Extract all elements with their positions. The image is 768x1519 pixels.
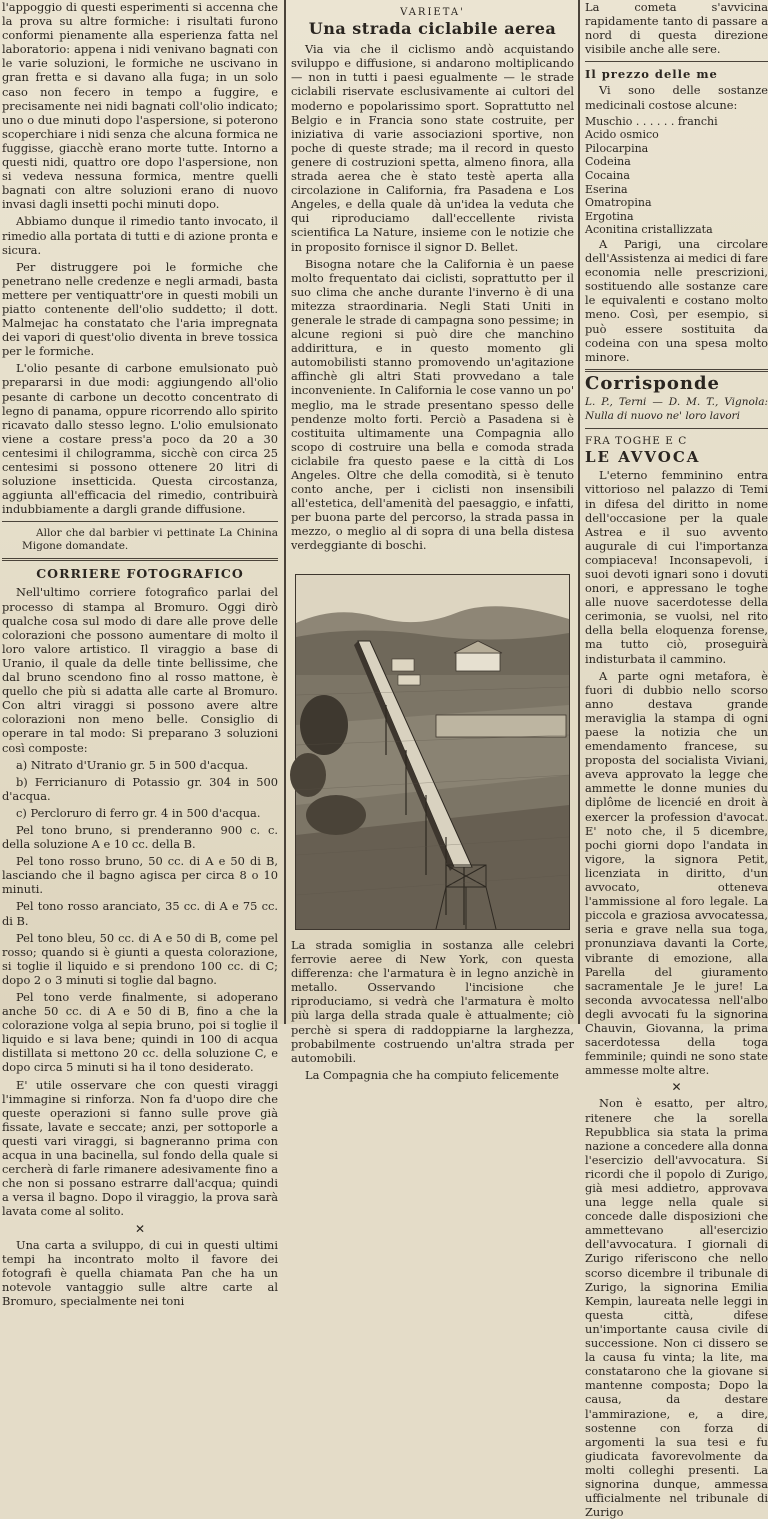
article-text: Via via che il ciclismo andò acquistando sviluppo e diffusione, si andarono moltiplicando — non in tutti i paesi egualmente — le strade ciclabili riservate esclusivamente ai cultori del moderno e popolarissimo sport. Soprattutto nel Belgio e in Francia sono state costruite, per iniziativa di varie associazioni sportive, non poche di queste strade; ma il record in questo genere di costruzioni spetta, almeno finora, alla strada aerea che è stato testè aperta alla circolazione in California, fra Pasadena e Los Angeles, e della quale dà un'idea la veduta che qui riproduciamo dall'eccellente rivista scientifica La Nature, insieme con le notizie che in proposito fornisce il signor D. Bellet. — [291, 42, 574, 254]
ant-article-text: l'appoggio di questi esperimenti si accenna che la prova su altre formiche: i risultati furono conformi pienamente alla esperienza fatta nel laboratorio: appena i nidi venivano bagnati con le varie soluzioni, le formiche ne uscivano in gran fretta e si davano alla fuga; in un solo caso non fecero in tempo a fuggire, e precisamente nei nidi bagnati coll'olio indicato; uno o due minuti dopo l'aspersione, si poterono scoperchiare i nidi senza che alcuna formica ne fuggisse, giacchè erano morte tutte. Intorno a questi nidi, quattro ore dopo l'aspersione, non si vedeva nessuna formica, mentre quelli bagnati con altre soluzioni erano di nuovo invasi dagli insetti pochi minuti dopo. — [2, 0, 278, 212]
article-text: La Compagnia che ha compiuto felicemente — [305, 1067, 559, 1082]
photo-article-text: E' utile osservare che con questi viraggi l'immagine si rinforza. Non fa d'uopo dire che queste operazioni si fanno sulle prove già fissate, lavate e seccate; anzi, per sottoporle a questi vari viraggi, si bagneranno prima con acqua in una bacinella, sul fondo della quale si cercherà di farle rimanere adesivamente fino a che non si possano estrarre dall'acqua; quindi a versa il bagno. Dopo il viraggio, la prova sarà lavata come al solito. — [2, 1077, 278, 1219]
price-item: Eserina — [585, 182, 628, 196]
article-continuation — [291, 938, 574, 1085]
divider — [585, 369, 768, 372]
lawyers-article-title: LE AVVOCA — [585, 448, 701, 467]
photo-article-text: Pel tono bleu, 50 cc. di A e 50 di B, come pel rosso; quando si è giunti a questa colorazione, si toglie il liquido e si prendono 100 cc. di C; dopo 2 o 3 minuti si toglie dal bagno. — [2, 930, 278, 987]
lawyers-article-text: A parte ogni metafora, è fuori di dubbio nello scorso anno destava grande meraviglia la stampa di ogni paese la notizia che un emendamento francese, su proposta del socialista Viviani, aveva approvato la legge che ammette le donne munies du diplôme de licencié en droit à exercer la profession d'avocat. E' noto che, il 5 dicembre, pochi giorni dopo l'andata in vigore, la signora Petit, licenziata in diritto, d'un avvocato, otteneva l'ammissione al foro legale. La piccola e graziosa avvocatessa, seria e grave nella sua toga, pronunziava davanti la Corte, vibrante di emozione, alla Parella del giuramento sacramentale Je le jure! La seconda avvocatessa nell'albo degli avvocati fu la signorina Chauvin, Giovanna, la prima sacerdotessa della toga femminile; quindi ne sono state ammesse molte altre. — [585, 668, 768, 1078]
article-text: Bisogna notare che la California è un paese molto frequentato dai ciclisti, soprattutto per il suo clima che anche durante l'inverno è di una mitezza straordinaria. Negli Stati Uniti in generale le strade di campagna sono pessime; in alcune regioni si può dire che manchino addirittura, e in questo momento gli automobilisti stanno promovendo un'agitazione affinchè gli altri Stati provvedano a tale inconveniente. In California le cose vanno un po' meglio, ma le strade presentano spesso delle pendenze molto forti. Perciò a Pasadena si è costituita ultimamente una Compagnia allo scopo di costruire una bella e comoda strada ciclabile fra questo paese e la città di Los Angeles. Oltre che della comodità, si è tenuto conto anche, per i ciclisti non insensibili all'estetica, dell'amenità del paesaggio, e infatti, per buona parte del percorso, la strada passa in mezzo, o meglio al di sopra di una bella distesa verdeggiante di boschi. — [291, 256, 574, 553]
column-rule — [284, 0, 286, 1024]
section-kicker: VARIETA' — [400, 7, 465, 18]
photo-article-text: b) Ferricianuro di Potassio gr. 304 in 500 d'acqua. — [2, 774, 278, 803]
correspondence-title: Corrisponde — [585, 372, 720, 394]
photo-article-text: Pel tono verde finalmente, si adoperano anche 50 cc. di A e 50 di B, fino a che la colorazione volga al sepia bruno, poi si toglie il liquido e si lava bene; quindi in 100 di acqua distillata si mettono 20 cc. della soluzione C, e dopo circa 5 minuti si ha il tono desiderato. — [2, 990, 278, 1075]
lawyers-article-text: Non è esatto, per altro, ritenere che la sorella Repubblica sia stata la prima nazione a concedere alla donna l'esercizio dell'avvocatura. Si ricordi che il popolo di Zurigo, già mesi addietro, approvava una legge nella quale si concede dalle disposizioni che ammettevano all'esercizio dell'avvocatura. I giornali di Zurigo riferiscono che nello scorso dicembre il tribunale di Zurigo, la signorina Emilia Kempin, laureata nelle leggi in questa città, difese un'importante causa civile di successione. Non ci dissero se la causa fu vinta; la lite, ma constatarono che la giovane si mantenne composta; Dopo la causa, da destare l'ammirazione, e, a dire, sostenne con forza di argomenti la sua tesi e fu giudicata favorevolmente da molti colleghi presenti. La signorina dunque, ammessa ufficialmente nel tribunale di Zurigo — [585, 1096, 768, 1519]
rubric-title: FRA TOGHE E C — [585, 435, 688, 448]
column-rule — [578, 0, 580, 1024]
price-item: Ergotina — [585, 209, 634, 223]
price-item: Aconitina cristallizzata — [585, 223, 713, 237]
lawyers-article-text: L'eterno femminino entra vittorioso nel palazzo di Temi in difesa del diritto in nome dell'occasione per la quale Astrea e il suo avvento augurale di cui l'importanza compiaceva! Inconsapevoli, i suoi devoti ignari sono i dovuti onori, e appressano le toghe alle nuove sacerdotesse della cerimonia, se vuolsi, nel rito della bella eloquenza forense, ma tutto ciò, proseguirà indisturbata il cammino. — [585, 468, 768, 666]
divider — [585, 428, 768, 429]
article-title: Una strada ciclabile aerea — [308, 19, 557, 39]
photo-article-text: Pel tono rosso bruno, 50 cc. di A e 50 di B, lasciando che il bagno agisca per circa 8 o 10 minuti. — [2, 854, 278, 897]
divider — [2, 521, 278, 522]
photo-article-text: Pel tono bruno, si prenderanno 900 c. c. della soluzione A e 10 cc. della B. — [2, 822, 278, 852]
divider — [2, 558, 278, 561]
price-text: A Parigi, una circolare dell'Assistenza ai medici di fare economia nelle prescrizioni, sostituendo alle sostanze care le equivalenti e costano molto meno. Così, per esempio, si può essere sostituita da codeina con una spesa molto minore. — [585, 237, 768, 364]
photo-article-text: a) Nitrato d'Uranio gr. 5 in 500 d'acqua. — [16, 757, 249, 772]
comet-text: La cometa s'avvicina rapidamente tanto di passare a nord di questa direzione visibile anche alle sere. — [585, 0, 768, 57]
engraving-illustration — [296, 575, 569, 929]
right-column — [585, 0, 768, 1519]
divider — [585, 61, 768, 62]
cross-separator-icon: ✕ — [671, 1080, 682, 1095]
price-item: Codeina — [585, 155, 631, 169]
ant-article-text: Abbiamo dunque il rimedio tanto invocato, il rimedio alla portata di tutti e di azione pronta e sicura. — [2, 214, 278, 257]
photo-article-text: Nell'ultimo corriere fotografico parlai del processo di stampa al Bromuro. Oggi dirò qualche cosa sul modo di dare alle prove delle colorazioni che possono aumentare di molto il loro valore artistico. Il viraggio a base di Uranio, il quale da delle tinte bellissime, che dal bruno scendono fino al rosso mattone, è quello che più si adatta alle carte al Bromuro. Con altri viraggi si possono avere altre colorazioni non meno belle. Consiglio di operare in tal modo: Si preparano 3 soluzioni così composte: — [2, 585, 278, 755]
ant-article-text: Per distruggere poi le formiche che penetrano nelle credenze e negli armadi, basta mettere per ventiquattr'ore in questi mobili un piatto contenente dell'olio suddetto; il dott. Malmejac ha constatato che l'aria impregnata dei vapori di quest'olio diventa in breve tossica per le formiche. — [2, 259, 278, 359]
ant-article-text: L'olio pesante di carbone emulsionato può prepararsi in due modi: aggiungendo all'olio pesante di carbone un decotto concentrato di legno di panama, oppure ricorrendo allo spirito ricavato dallo stesso legno. L'olio emulsionato viene a costare press'a poco da 20 a 30 centesimi il chilogramma, sicchè con circa 25 centesimi si possono ottenere 20 litri di soluzione insetticida. Questa circostanza, aggiunta all'efficacia del rimedio, contribuirà indubbiamente a dargli grande diffusione. — [2, 361, 278, 517]
photo-article-text: Una carta a sviluppo, di cui in questi ultimi tempi ha incontrato molto il favore dei fotografi è quella chiamata Pan che ha un notevole vantaggio sulle altre carte al Bromuro, specialmente nei toni — [2, 1237, 278, 1308]
section-title: CORRIERE FOTOGRAFICO — [36, 566, 244, 582]
price-item: Pilocarpina — [585, 141, 649, 155]
advertisement-note: Allor che dal barbier vi pettinate La Chinina Migone domandate. — [22, 527, 278, 553]
price-section-title: Il prezzo delle me — [585, 67, 718, 82]
cross-separator-icon: ✕ — [134, 1221, 146, 1236]
photo-article-text: Pel tono rosso aranciato, 35 cc. di A e 75 cc. di B. — [2, 899, 278, 928]
price-item: Acido osmico — [585, 128, 659, 142]
price-item: Muschio . . . . . . franchi — [585, 114, 718, 128]
article-text: La strada somiglia in sostanza alle celebri ferrovie aeree di New York, con questa differenza: che l'armatura è in legno anzichè in metallo. Osservando l'incisione che riproduciamo, si vedrà che l'armatura è molto più larga della strada quale è attualmente; ciò perchè si spera di raddoppiarne la larghezza, probabilmente costruendo un'altra strada per automobili. — [291, 938, 574, 1065]
correspondence-line: L. P., Terni — D. M. T., Vignola: Nulla di nuovo ne' loro lavori — [585, 395, 768, 423]
price-item: Omatropina — [585, 196, 652, 210]
price-list — [585, 115, 768, 237]
price-item: Cocaina — [585, 169, 630, 183]
elevated-bikeway-engraving — [295, 574, 570, 930]
left-column — [2, 0, 278, 1308]
price-intro: Vi sono delle sostanze medicinali costose alcune: — [585, 83, 768, 112]
photo-article-text: c) Percloruro di ferro gr. 4 in 500 d'acqua. — [16, 805, 261, 820]
